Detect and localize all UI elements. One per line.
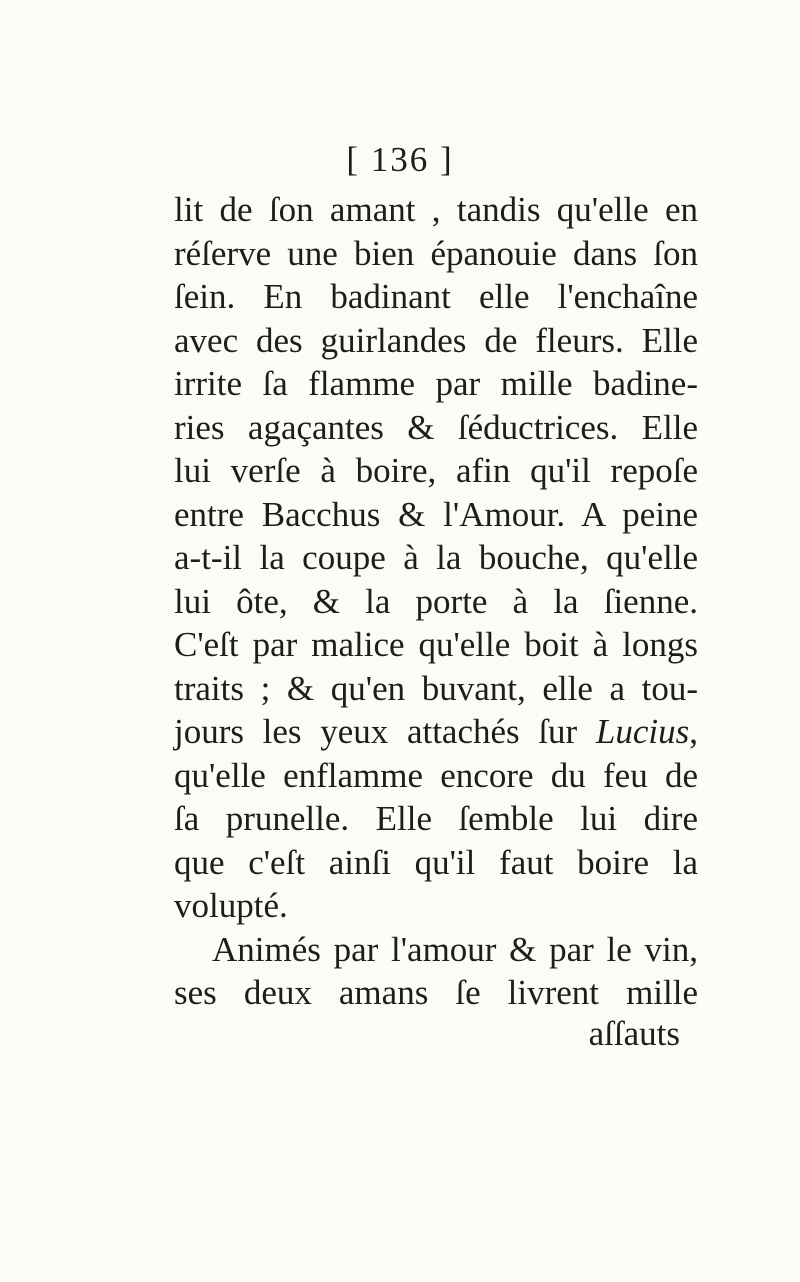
text-line: ſein. En badinant elle l'enchaîne	[174, 277, 698, 316]
text-line: ſa prunelle. Elle ſemble lui dire	[174, 799, 698, 838]
text-line: Animés par l'amour & par le vin,	[212, 929, 698, 969]
text-line: lit de ſon amant , tandis qu'elle en	[174, 190, 698, 229]
text-line: qu'elle enflamme encore du feu de	[174, 755, 698, 795]
text-line: volupté.	[174, 886, 288, 925]
text-line: C'eſt par malice qu'elle boit à longs	[174, 625, 698, 664]
text-line: jours les yeux attachés ſur Lucius,	[174, 712, 698, 751]
text-line: irrite ſa flamme par mille badine-	[174, 364, 698, 403]
page-number-header: [ 136 ]	[346, 140, 454, 179]
text-block	[174, 188, 698, 1015]
text-line: entre Bacchus & l'Amour. A peine	[174, 494, 698, 534]
text-line: ses deux amans ſe livrent mille	[174, 973, 698, 1012]
text-line: a-t-il la coupe à la bouche, qu'elle	[174, 538, 698, 577]
text-line: lui verſe à boire, afin qu'il repoſe	[174, 451, 698, 490]
text-line: réſerve une bien épanouie dans ſon	[174, 233, 698, 273]
text-line: lui ôte, & la porte à la ſienne.	[174, 581, 698, 621]
italic-name: Lucius	[595, 712, 690, 751]
catchword: aſſauts	[588, 1014, 680, 1053]
text-line: que c'eſt ainſi qu'il faut boire la	[174, 842, 698, 882]
text-line: ries agaçantes & ſéductrices. Elle	[174, 407, 698, 447]
text-line: traits ; & qu'en buvant, elle a tou-	[174, 668, 698, 708]
text-line: avec des guirlandes de fleurs. Elle	[174, 320, 698, 360]
